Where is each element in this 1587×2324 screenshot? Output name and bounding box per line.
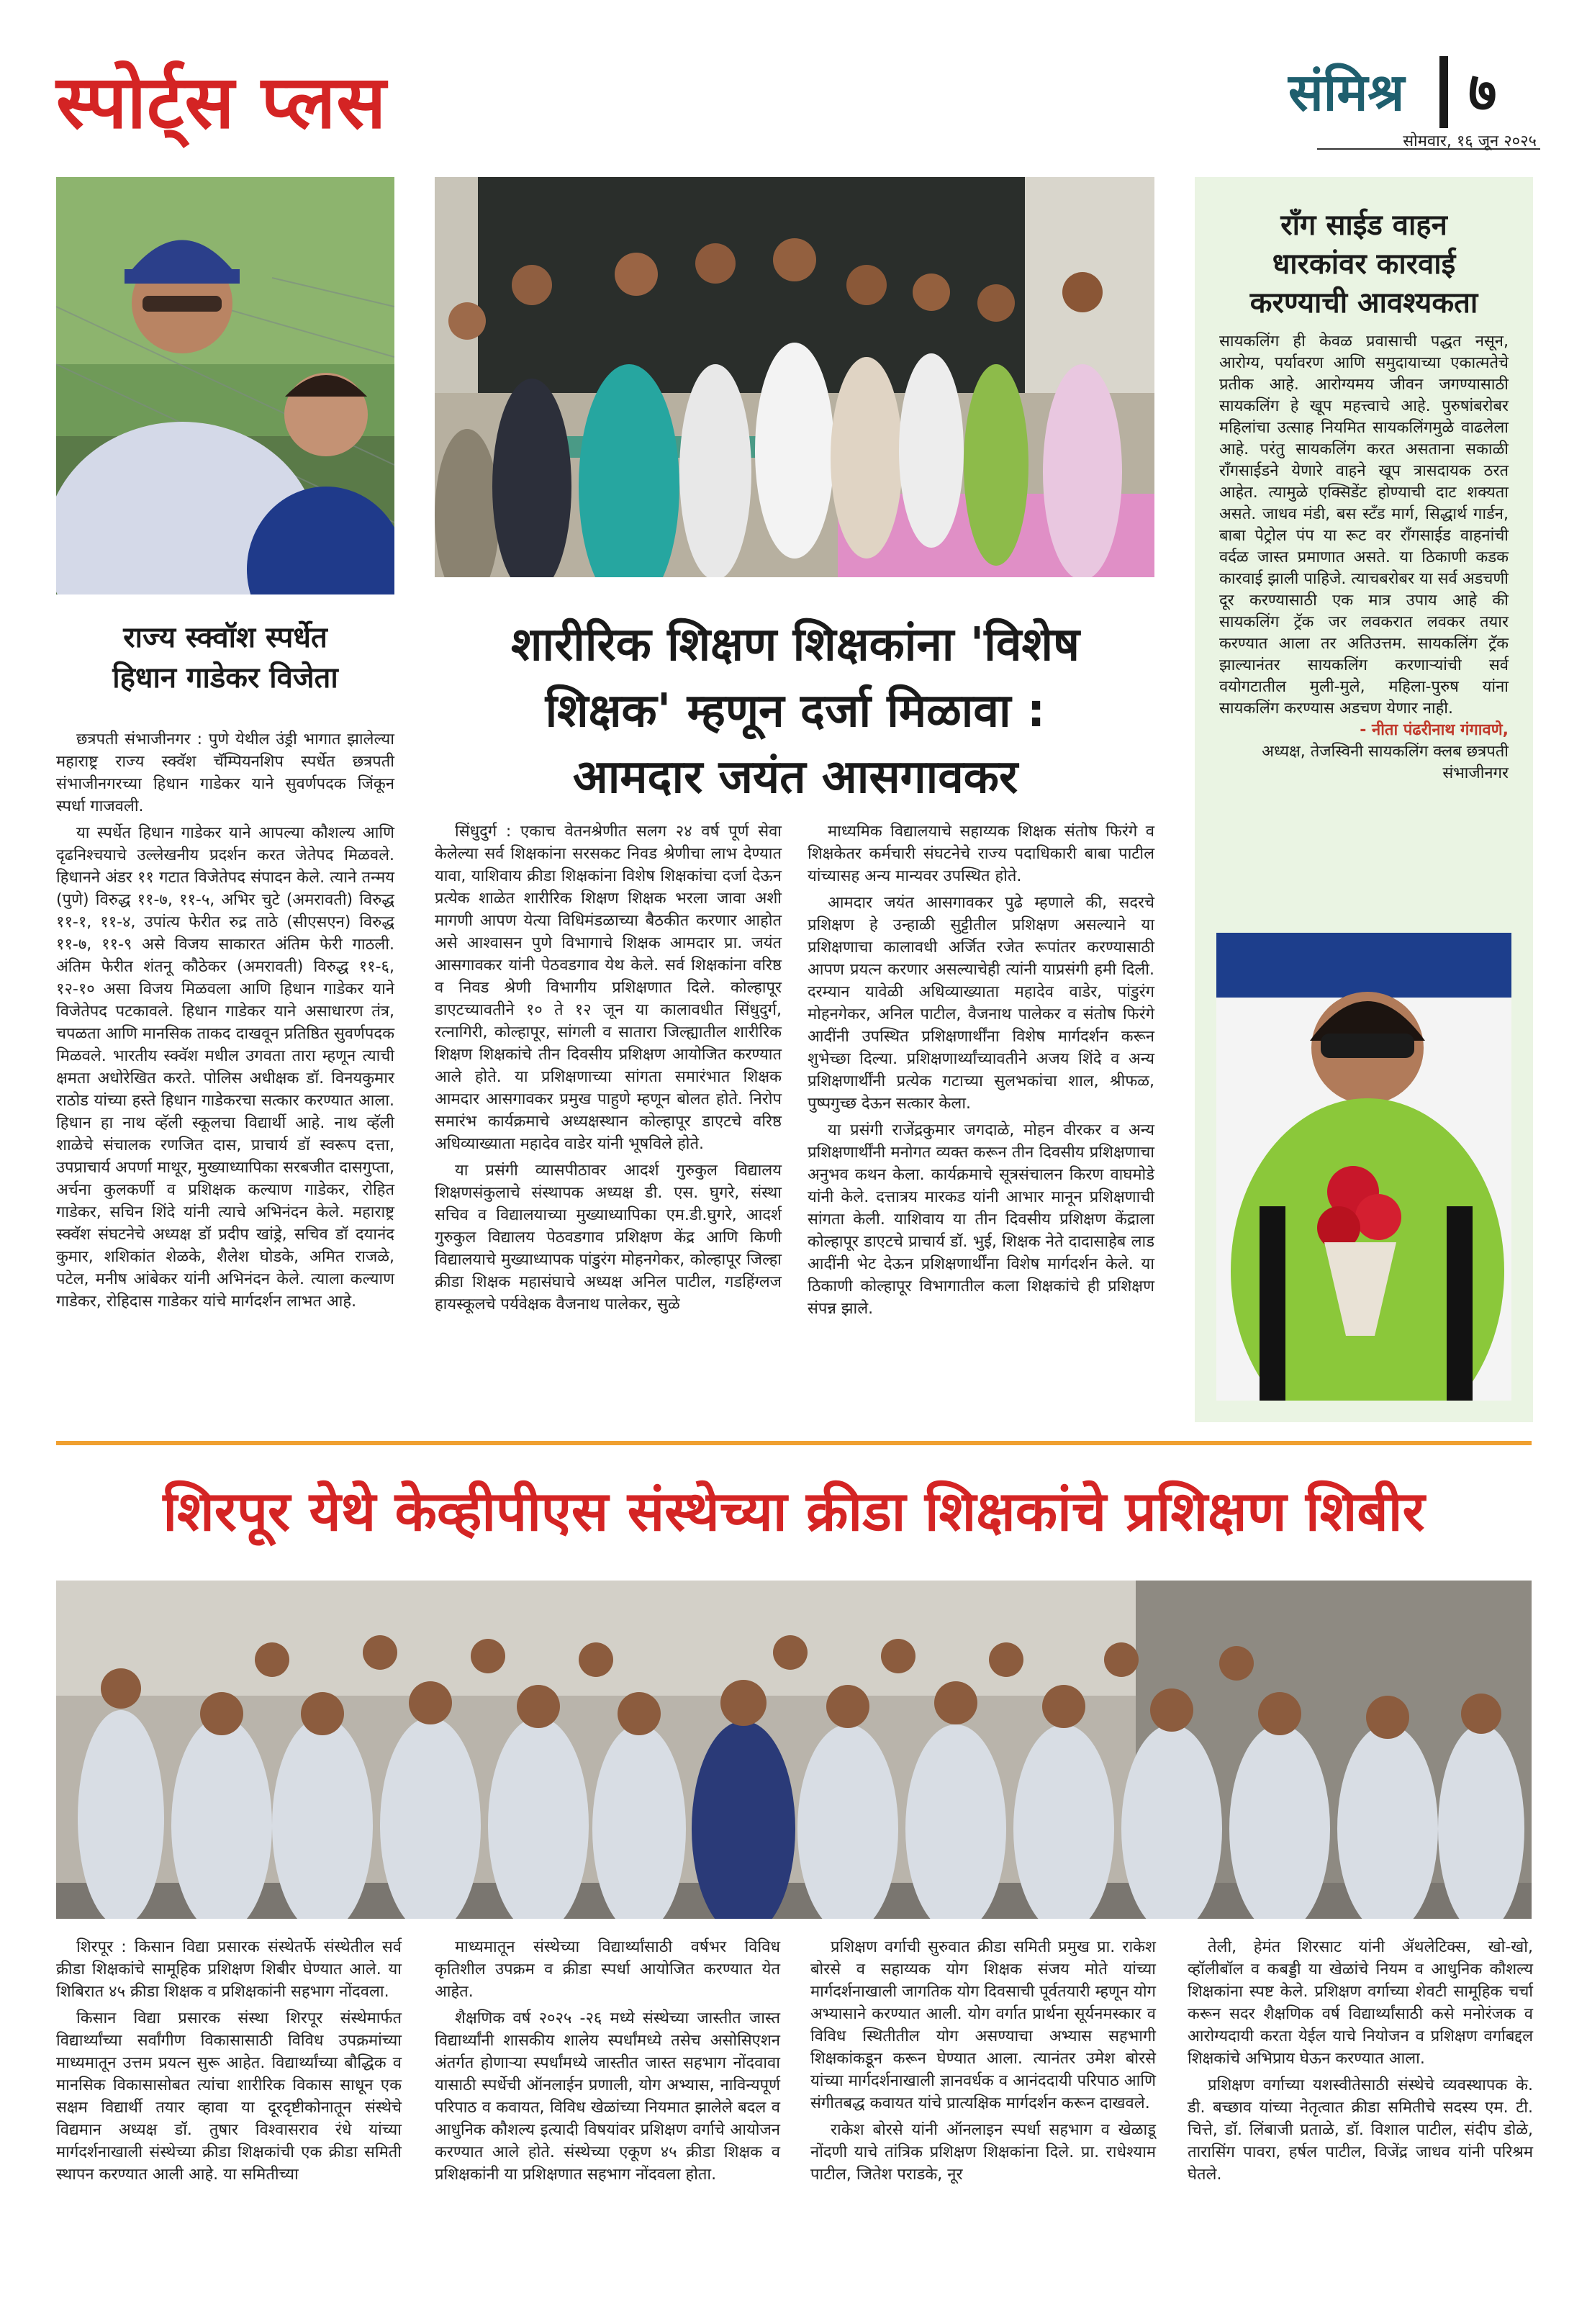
paragraph: सिंधुदुर्ग : एकाच वेतनश्रेणीत सलग २४ वर्ष पूर्ण सेवा केलेल्या सर्व शिक्षकांना सरसकट निवड श्रेणीचा लाभ देण्यात यावा, याशिवाय क्रीडा शिक्षकांना विशेष शिक्षकांचा दर्जा देऊन प्रत्येक शाळेत शारीरिक शिक्षण शिक्षक भरला जावा अशी मागणी आपण येत्या विधिमंडळाच्या बैठकीत करणार आहोत असे आश्वासन पुणे विभागाचे शिक्षक आमदार प्रा. जयंत आसगावकर यांनी पेठवडगाव येथ केले. सर्व शिक्षकांना वरिष्ठ व निवड श्रेणी विभागीय प्रशिक्षणात दिले. कोल्हापूर डाएटच्यावतीने १० ते १२ जून या कालावधीत सिंधुदुर्ग, रत्नागिरी, कोल्हापूर, सांगली व सातारा जिल्ह्यातील शारीरिक शिक्षण शिक्षकांचे तीन दिवसीय प्रशिक्षण आयोजित करण्यात आले होते. या प्रशिक्षणाच्या सांगता समारंभात शिक्षक आमदार आसगावकर प्रमुख पाहुणे म्हणून बोलत होते. निरोप समारंभ कार्यक्रमाचे अध्यक्षस्थान कोल्हापूर डाएटचे वरिष्ठ अधिव्याख्याता महादेव वाडेर यांनी भूषविले होते. <box>435 823 782 1153</box>
paragraph: राकेश बोरसे यांनी ऑनलाइन स्पर्धा सहभाग व खेळाडू नोंदणी याचे तांत्रिक प्रशिक्षण शिक्षकांना दिले. प्रा. राधेश्याम पाटील, जितेश पराडके, नूर <box>810 2121 1156 2184</box>
squash-article-body <box>56 728 394 1317</box>
sidebar-body: सायकलिंग ही केवळ प्रवासाची पद्धत नसून, आरोग्य, पर्यावरण आणि समुदायाच्या एकात्मतेचे प्रतीक आहे. आरोग्यमय जीवन जगण्यासाठी सायकलिंग हे खूप महत्त्वाचे आहे. पुरुषांबरोबर महिलांचा उत्साह नियमित सायकलिंगमुळे वाढलेला आहे. परंतु सायकलिंग करत असताना सकाळी रॉंगसाईडने येणारे वाहने खूप त्रासदायक ठरत आहेत. त्यामुळे एक्सिडेंट होण्याची दाट शक्यता असते. जाधव मंडी, बस स्टँड मार्ग, सिद्धार्थ गार्डन, बाबा पेट्रोल पंप या रूट वर रॉंगसाईड वाहनांची वर्दळ जास्त प्रमाणात असते. या ठिकाणी कडक कारवाई झाली पाहिजे. त्याचबरोबर या सर्व अडचणी दूर करण्यासाठी एक मात्र उपाय आहे की सायकलिंग ट्रॅक जर लवकरात लवकर तयार करण्यात आला तर अतिउत्तम. सायकलिंग ट्रॅक झाल्यानंतर सायकलिंग करणाऱ्यांची सर्व वयोगटातील मुली-मुले, महिला-पुरुष यांना सायकलिंग करण्यास अडचण येणार नाही. <box>1219 333 1509 718</box>
main-headline-line3: आमदार जयंत आसगावकर <box>572 751 1018 804</box>
sidebar-title <box>1195 177 1533 322</box>
section-divider <box>56 1441 1532 1445</box>
paragraph: या प्रसंगी व्यासपीठावर आदर्श गुरुकुल विद्यालय शिक्षणसंकुलाचे संस्थापक अध्यक्ष डी. एस. घुगरे, संस्था सचिव व विद्यालयाच्या मुख्याध्यापिका एम.डी.घुगरे, आदर्श गुरुकुल विद्यालय पेठवडगाव प्रशिक्षण केंद्र आणि किणी विद्यालयाचे मुख्याध्यापक पांडुरंग मोहनगेकर, कोल्हापूर जिल्हा क्रीडा शिक्षक महासंघाचे अध्यक्ष अनिल पाटील, गडहिंग्लज हायस्कूलचे पर्यवेक्षक वैजनाथ पालेकर, सुळे <box>435 1162 782 1314</box>
paragraph: छत्रपती संभाजीनगर : पुणे येथील उंड्री भागात झालेल्या महाराष्ट्र राज्य स्क्वॅश चॅम्पियनशिप स्पर्धेत छत्रपती संभाजीनगरच्या हिधान गाडेकर याने सुवर्णपदक जिंकून स्पर्धा गाजवली. <box>56 731 394 815</box>
paragraph: या स्पर्धेत हिधान गाडेकर याने आपल्या कौशल्य आणि दृढनिश्चयाचे उल्लेखनीय प्रदर्शन करत जेतेपद मिळवले. हिधानने अंडर ११ गटात विजेतेपद संपादन केले. त्याने तन्मय (पुणे) विरुद्ध ११-७, ११-५, अभिर चुटे (अमरावती) विरुद्ध ११-१, ११-४, उपांत्य फेरीत रुद्र ताठे (सीएसएन) विरुद्ध ११-७, ११-९ असे विजय साकारत अंतिम फेरी गाठली. अंतिम फेरीत शंतनू कौठेकर (अमरावती) विरुद्ध ११-६, १२-१० असा विजय मिळवला आणि हिधान गाडेकर याने विजेतेपद पटकावले. हिधान गाडेकर याने असाधारण तंत्र, चपळता आणि मानसिक ताकद दाखवून प्रतिष्ठित सुवर्णपदक मिळवले. भारतीय स्क्वॅश मधील उगवता तारा म्हणून त्याची क्षमता अधोरेखित करते. पोलिस अधीक्षक डॉ. विनयकुमार राठोड यांच्या हस्ते हिधान गाडेकरचा सत्कार करण्यात आला. हिधान हा नाथ व्हॅली स्कूलचा विद्यार्थी आहे. नाथ व्हॅली शाळेचे संचालक रणजित दास, प्राचार्य डॉ स्वरूप दत्ता, उपप्राचार्य अपर्णा माथूर, मुख्याध्यापिका सरबजीत दासगुप्ता, अर्चना कुलकर्णी व प्रशिक्षक कल्याण गाडेकर, रोहित गाडेकर, सचिन शिंदे यांनी त्याचे अभिनंदन केले. महाराष्ट्र स्क्वॅश संघटनेचे अध्यक्ष डॉ प्रदीप खांड्रे, सचिव डॉ दयानंद कुमार, शशिकांत शेळके, शैलेश घोडके, अमित राजळे, पटेल, मनीष आंबेकर यांनी अभिनंदन केले. त्याला कल्याण गाडेकर, रोहिदास गाडेकर यांचे मार्गदर्शन लाभत आहे. <box>56 824 394 1311</box>
issue-date: सोमवार, १६ जून २०२५ <box>1403 132 1537 150</box>
page-number: ७ <box>1468 60 1497 124</box>
shirpur-col2 <box>435 1936 780 2190</box>
paragraph: शैक्षणिक वर्ष २०२५ -२६ मध्ये संस्थेच्या जास्तीत जास्त विद्यार्थ्यांनी शासकीय शालेय स्पर्धांमध्ये तसेच असोसिएशन अंतर्गत होणाऱ्या स्पर्धांमध्ये जास्तीत जास्त सहभाग नोंदवावा यासाठी स्पर्धेची ऑनलाईन प्रणाली, योग अभ्यास, नाविन्यपूर्ण परिपाठ व कवायत, विविध खेळांच्या नियमात झालेले बदल व आधुनिक कौशल्य इत्यादी विषयांवर प्रशिक्षण वर्गाचे आयोजन करण्यात आले होते. संस्थेच्या एकूण ४५ क्रीडा शिक्षक व प्रशिक्षकांनी या प्रशिक्षणात सहभाग नोंदवला होता. <box>435 2009 780 2184</box>
main-article-col1 <box>435 820 782 1320</box>
paragraph: आमदार जयंत आसगावकर पुढे म्हणाले की, सदरचे प्रशिक्षण हे उन्हाळी सुट्टीतील प्रशिक्षण असल्याने या प्रशिक्षणाचा कालावधी अर्जित रजेत रूपांतर करण्यासाठी आपण प्रयत्न करणार असल्याचेही त्यांनी याप्रसंगी हमी दिली. दरम्यान यावेळी अधिव्याख्याता महादेव वाडेर, पांडुरंग मोहनगेकर, अनिल पाटील, वैजनाथ पालेकर व संतोष फिरंगे आदींनी उपस्थित प्रशिक्षणार्थींना विशेष मार्गदर्शन करून शुभेच्छा दिल्या. प्रशिक्षणार्थ्यांच्यावतीने अजय शिंदे व अन्य प्रशिक्षणार्थींनी प्रत्येक गटाच्या सुलभकांचा शाल, श्रीफळ, पुष्पगुच्छ देऊन सत्कार केला. <box>808 894 1154 1113</box>
shirpur-col3 <box>810 1936 1156 2190</box>
opinion-sidebar <box>1195 177 1533 1422</box>
paragraph: प्रशिक्षण वर्गाच्या यशस्वीतेसाठी संस्थेचे व्यवस्थापक के. डी. बच्छाव यांच्या नेतृत्वात क्रीडा समितीचे सदस्य एम. टी. चित्ते, डॉ. लिंबाजी प्रताळे, डॉ. विशाल पाटील, संदीप डोळे, तारासिंग पावरा, हर्षल पाटील, विजेंद्र जाधव यांनी परिश्रम घेतले. <box>1188 2076 1533 2184</box>
squash-headline-line1: राज्य स्क्वॉश स्पर्धेत <box>123 621 327 654</box>
paragraph: प्रशिक्षण वर्गाची सुरुवात क्रीडा समिती प्रमुख प्रा. राकेश बोरसे व सहाय्यक योग शिक्षक संजय मोते यांच्या मार्गदर्शनाखाली जागतिक योग दिवसाची पूर्वतयारी म्हणून योग अभ्यासाने करण्यात आली. योग वर्गात प्रार्थना सूर्यनमस्कार व विविध स्थितीतील योग असण्याचा अभ्यास सहभागी शिक्षकांकडून करून घेण्यात आला. त्यानंतर उमेश बोरसे यांच्या मार्गदर्शनाखाली ज्ञानवर्धक व आनंददायी परिपाठ आणि संगीतबद्ध कवायत यांचे प्रात्यक्षिक मार्गदर्शन करून दाखवले. <box>810 1938 1157 2112</box>
shirpur-col1 <box>56 1936 402 2190</box>
main-headline <box>425 612 1166 810</box>
paragraph: माध्यमिक विद्यालयाचे सहाय्यक शिक्षक संतोष फिरंगे व शिक्षकेतर कर्मचारी संघटनेचे राज्य पदाधिकारी बाबा पाटील यांच्यासह अन्य मान्यवर उपस्थित होते. <box>808 823 1154 885</box>
sidebar-title-line3: करण्याची आवश्यकता <box>1249 286 1478 320</box>
paragraph: शिरपूर : किसान विद्या प्रसारक संस्थेतर्फे संस्थेतील सर्व क्रीडा शिक्षकांचे सामूहिक प्रशिक्षण शिबीर घेण्यात आले. या शिबिरात ४५ क्रीडा शिक्षक व प्रशिक्षकांनी सहभाग नोंदवला. <box>56 1938 402 2001</box>
paragraph: तेली, हेमंत शिरसाट यांनी ॲथलेटिक्स, खो-खो, व्हॉलीबॉल व कबड्डी या खेळांचे नियम व आधुनिक कौशल्य शिक्षकांना स्पष्ट केले. प्रशिक्षण वर्गाच्या शेवटी सामूहिक चर्चा करून सदर शैक्षणिक वर्ष विद्यार्थ्यांसाठी कसे मनोरंजक व आरोग्यदायी करता येईल याचे नियोजन व प्रशिक्षण वर्गाबद्दल शिक्षकांचे अभिप्राय घेऊन करण्यात आला. <box>1188 1938 1533 2068</box>
paragraph: किसान विद्या प्रसारक संस्था शिरपूर संस्थेमार्फत विद्यार्थ्यांच्या सर्वांगीण विकासासाठी विविध उपक्रमांच्या माध्यमातून उत्तम प्रयत्न सुरू आहेत. विद्यार्थ्यांच्या बौद्धिक व मानसिक विकासासोबत त्यांचा शारीरिक विकास साधून एक सक्षम विद्यार्थी तयार व्हावा या दूरदृष्टीकोनातून संस्थेचे विद्यमान अध्यक्ष डॉ. तुषार विश्वासराव रंधे यांच्या मार्गदर्शनाखाली संस्थेच्या क्रीडा शिक्षकांची एक क्रीडा समिती स्थापन करण्यात आली आहे. या समितीच्या <box>56 2009 402 2184</box>
main-headline-line2: शिक्षक' म्हणून दर्जा मिळावा : <box>545 684 1046 738</box>
training-event-photo <box>435 177 1154 577</box>
masthead-divider <box>1439 56 1448 128</box>
paragraph: या प्रसंगी राजेंद्रकुमार जगदाळे, मोहन वीरकर व अन्य प्रशिक्षणार्थींनी मनोगत व्यक्त करून तीन दिवसीय प्रशिक्षणाचा अनुभव कथन केला. कार्यक्रमाचे सूत्रसंचालन किरण वाघमोडे यांनी केले. दत्तात्रय मारकड यांनी आभार मानून प्रशिक्षणाची सांगता केली. याशिवाय या तीन दिवसीय प्रशिक्षण केंद्राला कोल्हापूर डाएटचे प्राचार्य डॉ. भुई, शिक्षक नेते दादासाहेब लाड आदींनी भेट देऊन प्रशिक्षणार्थींना विशेष मार्गदर्शन केले. या ठिकाणी कोल्हापूर विभागातील कला शिक्षकांचे ही प्रशिक्षण संपन्न झाले. <box>808 1121 1154 1318</box>
cyclist-photo <box>1216 933 1511 1401</box>
sidebar-title-line2: धारकांवर कारवाई <box>1272 248 1456 281</box>
squash-photo <box>56 177 394 594</box>
group-photo <box>56 1581 1532 1919</box>
main-headline-line1: शारीरिक शिक्षण शिक्षकांना 'विशेष <box>511 618 1080 672</box>
paragraph: माध्यमातून संस्थेच्या विद्यार्थ्यांसाठी वर्षभर विविध कृतिशील उपक्रम व क्रीडा स्पर्धा आयोजित करण्यात येत आहेत. <box>435 1938 780 2001</box>
author-name: - नीता पंढरीनाथ गंगावणे, <box>1360 721 1509 739</box>
main-article-col2 <box>808 820 1154 1324</box>
author-title: अध्यक्ष, तेजस्विनी सायकलिंग क्लब छत्रपती संभाजीनगर <box>1262 743 1509 782</box>
paper-name: संमिश्र <box>1288 62 1405 122</box>
shirpur-col4 <box>1188 1936 1533 2190</box>
section-masthead: स्पोर्ट्स प्लस <box>56 60 387 145</box>
squash-headline-line2: हिधान गाडेकर विजेता <box>112 661 338 695</box>
shirpur-headline: शिरपूर येथे केव्हीपीएस संस्थेच्या क्रीडा शिक्षकांचे प्रशिक्षण शिबीर <box>163 1479 1425 1543</box>
sidebar-signature <box>1195 720 1533 785</box>
sidebar-title-line1: राँग साईड वाहन <box>1280 209 1447 242</box>
squash-headline <box>56 618 394 698</box>
